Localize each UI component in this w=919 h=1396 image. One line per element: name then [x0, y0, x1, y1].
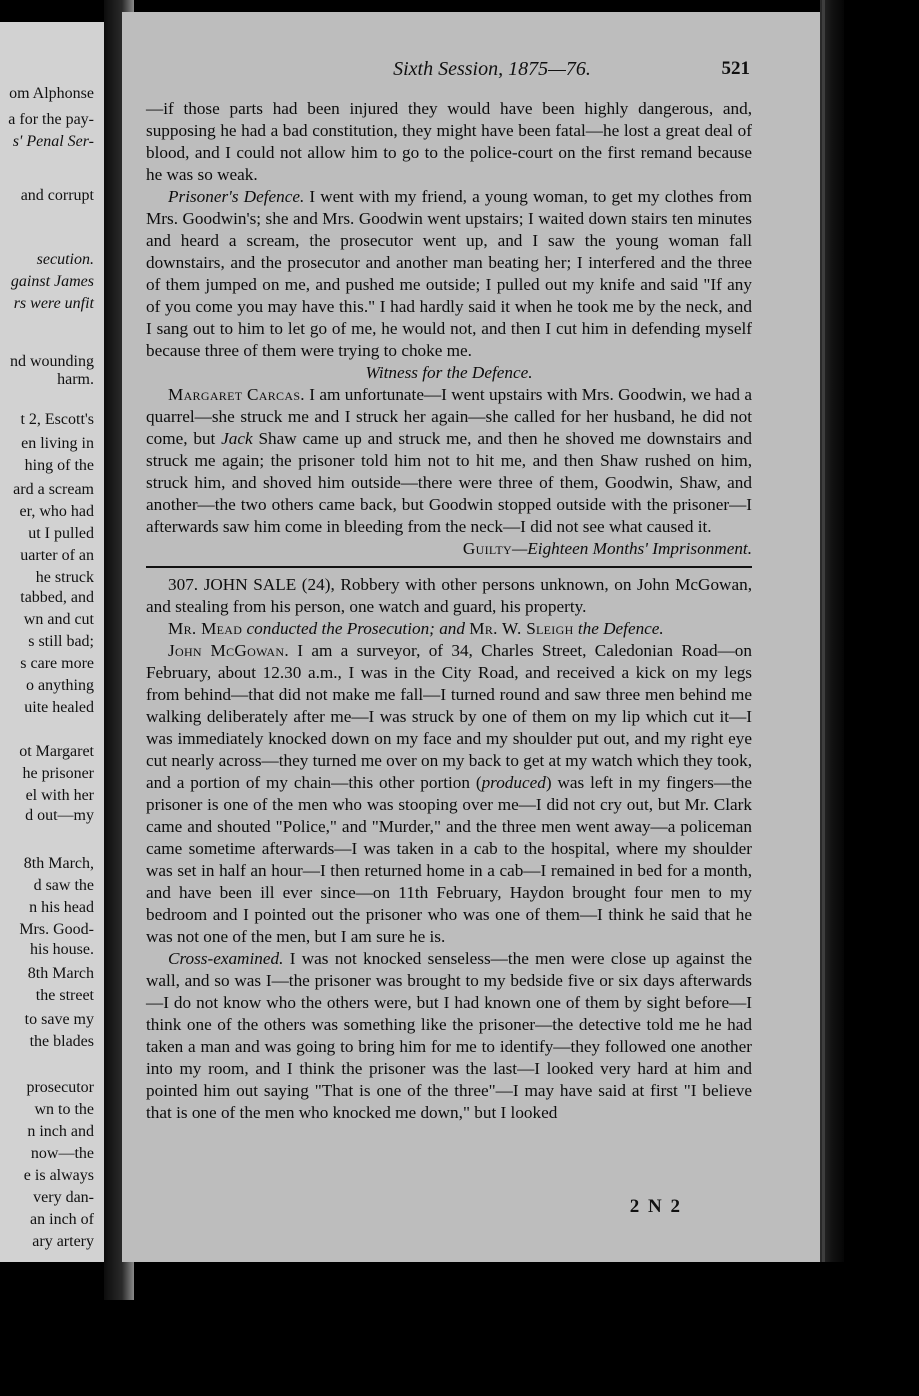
left-page-line: wn to the: [34, 1101, 94, 1118]
cross-label: Cross-examined.: [168, 949, 284, 968]
verdict-sentence: —Eighteen Months' Imprisonment.: [512, 539, 752, 558]
left-page-line: prosecutor: [26, 1079, 94, 1096]
left-page-line: er, who had: [19, 503, 94, 520]
witness-heading: Witness for the Defence.: [365, 363, 533, 382]
left-page-line: t 2, Escott's: [20, 411, 94, 428]
left-page-line: nd wounding: [10, 353, 94, 370]
left-page-line: n inch and: [27, 1123, 94, 1140]
counsel-line: Mr. Mead conducted the Prosecution; and Mr. W. Sleigh the Defence.: [168, 619, 664, 638]
left-page-line: Mrs. Good-: [19, 921, 94, 938]
left-page-line: he struck: [35, 569, 94, 586]
left-page-line: an inch of: [30, 1211, 94, 1228]
prisoner-defence-paragraph: Prisoner's Defence. I went with my friend, a young woman, to get my clothes from Mrs. Goodwin's; she and Mrs. Goodwin went upstairs; I waited down stairs ten minutes and heard a scream, the prosecutor went up, and I saw the young woman fall downstairs, and the prosecutor and another man beating her; I interfered and the three of them jumped on me, and pushed me outside; I pulled out my knife and said "If any of you come you may have this." I had hardly said it when he took me by the neck, and I sang out to him to let go of me, he would not, and then I cut him in defending myself because three of them were trying to choke me.: [146, 187, 752, 360]
left-page-line: rs were unfit: [13, 295, 94, 312]
left-page-line: his house.: [30, 941, 94, 958]
prisoner-defence-label: Prisoner's Defence.: [168, 187, 305, 206]
left-page-line: o anything: [26, 677, 94, 694]
left-page-line: gainst James: [10, 273, 94, 290]
left-page-line: uarter of an: [20, 547, 94, 564]
left-page-line: s care more: [20, 655, 94, 672]
left-page-line: the street: [35, 987, 94, 1004]
left-page: [0, 22, 106, 1262]
left-page-line: d saw the: [33, 877, 94, 894]
left-page-line: el with her: [25, 787, 94, 804]
left-page-line: n his head: [29, 899, 94, 916]
left-page-line: 8th March: [27, 965, 94, 982]
left-page-line: he prisoner: [22, 765, 94, 782]
left-page-line: the blades: [29, 1033, 94, 1050]
mcgowan-name: John McGowan.: [168, 641, 289, 660]
witness-paragraph: Margaret Carcas. I am unfortunate—I went upstairs with Mrs. Goodwin, we had a quarrel—she struck me and I struck her again—she called for her husband, he did not come, but Jack Shaw came up and struck me, and then he shoved me downstairs and struck me again; the prisoner told him not to hit me, and then Shaw rushed on him, struck him, and shoved him outside—there were three of them, Goodwin, Shaw, and another—the two others came back, but Goodwin stopped outside with the prisoner—I afterwards saw him come in bleeding from the neck—I did not see what caused it.: [146, 385, 752, 536]
left-page-line: ary artery: [32, 1233, 94, 1250]
left-page-line: d out—my: [25, 807, 94, 824]
left-page-line: en living in: [21, 435, 94, 452]
left-page-line: e is always: [23, 1167, 94, 1184]
page-number: 521: [721, 58, 750, 79]
left-page-line: a for the pay-: [8, 111, 94, 128]
section-divider: [146, 566, 752, 568]
left-page-line: wn and cut: [23, 611, 94, 628]
left-page-line: ot Margaret: [19, 743, 94, 760]
session-title: Sixth Session, 1875—76.: [393, 58, 591, 80]
signature-mark: 2 N 2: [629, 1196, 682, 1217]
left-page-line: very dan-: [33, 1189, 94, 1206]
verdict-line: [146, 538, 752, 560]
page-body: [146, 98, 752, 1124]
right-page: [122, 12, 822, 1262]
page-edge-shadow: [820, 0, 844, 1262]
left-page-line: tabbed, and: [20, 589, 94, 606]
left-page-line: secution.: [36, 251, 94, 268]
left-page-line: to save my: [24, 1011, 94, 1028]
left-page-line: and corrupt: [20, 187, 94, 204]
left-page-line: 8th March,: [23, 855, 94, 872]
left-page-line: uite healed: [24, 699, 94, 716]
verdict-guilty: Guilty: [462, 539, 513, 558]
left-page-line: ut I pulled: [28, 525, 94, 542]
left-page-line: harm.: [57, 371, 94, 388]
left-page-line: s' Penal Ser-: [12, 133, 94, 150]
cross-examination: Cross-examined. I was not knocked senseless—the men were close up against the wall, and so was I—the prisoner was brought to my bedside five or six days afterwards—I do not know who the others were, but I had known one of them by sight before—I think one of the others was something like the prisoner—the detective told me he had taken a man and was going to bring him for me to identify—they followed one another into my room, and I think the prisoner was the last—I looked very hard at him and pointed him out saying "That is one of the three"—I may have said at first "I believe that is one of the men who knocked me down," but I looked: [146, 949, 752, 1122]
left-page-line: now—the: [30, 1145, 94, 1162]
witness-name: Margaret Carcas.: [168, 385, 305, 404]
running-header: [122, 58, 822, 88]
mcgowan-testimony: John McGowan. I am a surveyor, of 34, Charles Street, Caledonian Road—on February, about 12.30 a.m., I was in the City Road, and received a kick on my legs from behind—that did not make me fall—I turned round and saw three men behind me walking deliberately after me—I was struck by one of them on my lip which cut it—I was immediately knocked down on my face and my shoulder put out, and my right eye cut nearly across—they turned me over on my back to get at my watch which they took, and a portion of my chain—this other portion (produced) was left in my fingers—the prisoner is one of the men who was stooping over me—I did not cry out, but Mr. Clark came and shouted "Police," and "Murder," and the three men went away—a policeman came sometime afterwards—I was taken in a cab to the hospital, where my shoulder was set in half an hour—I then returned home in a cab—I remained in bed for a month, and have been ill ever since—on 11th February, Haydon brought four men to my bedroom and I pointed out the prisoner who was one of them—I think he said that he was not one of the men, but I am sure he is.: [146, 641, 752, 946]
left-page-line: s still bad;: [28, 633, 94, 650]
left-page-line: ard a scream: [13, 481, 94, 498]
case-heading: 307. JOHN SALE (24), Robbery with other persons unknown, on John McGowan, and stealing from his person, one watch and guard, his property.: [146, 575, 752, 616]
left-page-line: om Alphonse: [9, 85, 94, 102]
paragraph-continuation: —if those parts had been injured they would have been highly dangerous, and, supposing he had a bad constitution, they might have been fatal—he lost a great deal of blood, and I could not allow him to go to the police-court on the first remand because he was so weak.: [146, 99, 752, 184]
left-page-line: hing of the: [24, 457, 94, 474]
